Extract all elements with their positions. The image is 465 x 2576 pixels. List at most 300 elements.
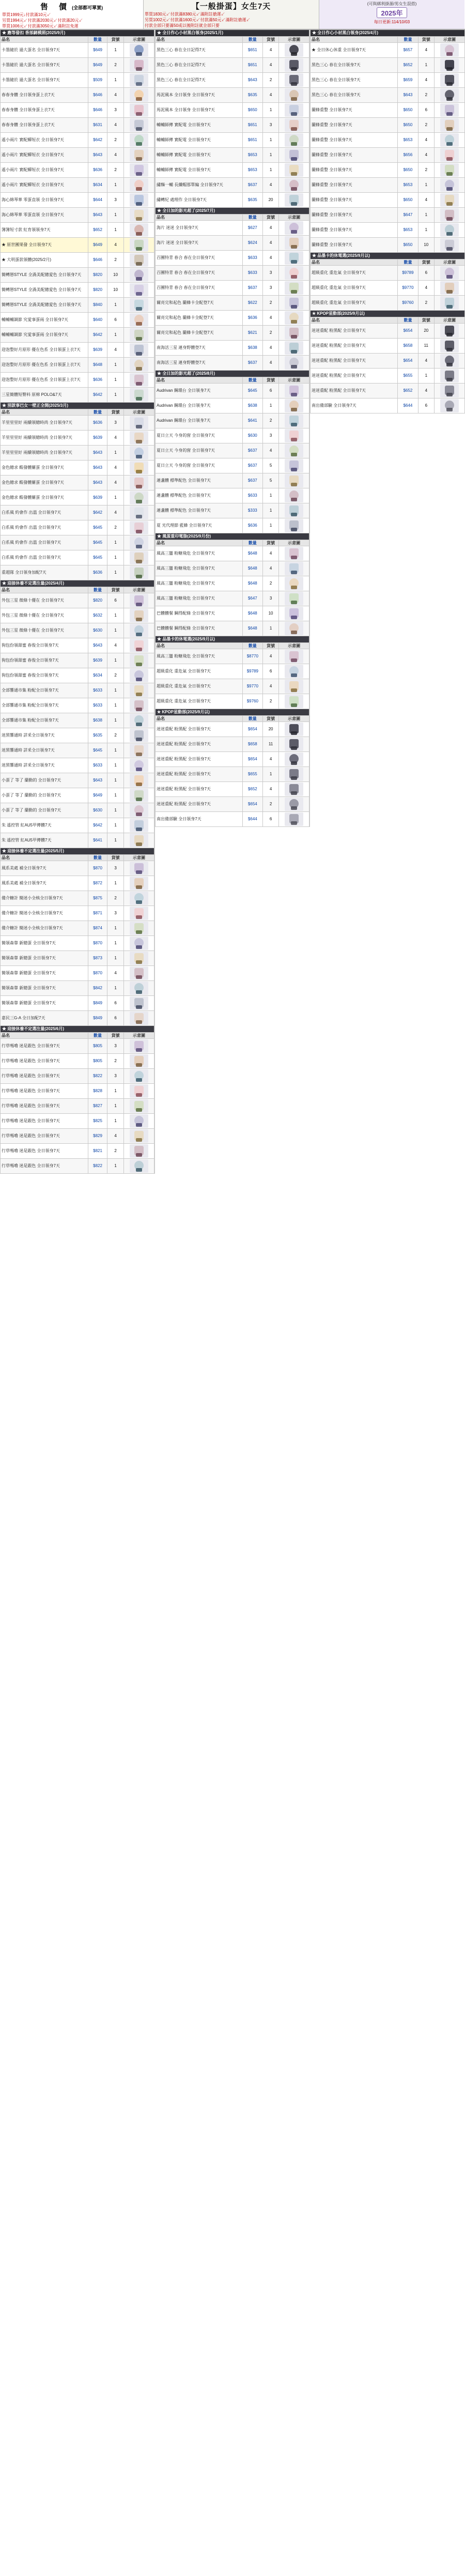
table-row[interactable] bbox=[1, 88, 154, 103]
table-row[interactable] bbox=[1, 758, 154, 773]
item-thumbnail-cell[interactable] bbox=[435, 58, 465, 73]
table-row[interactable] bbox=[1, 728, 154, 743]
item-thumbnail-cell[interactable] bbox=[123, 1099, 154, 1114]
item-thumbnail-cell[interactable] bbox=[279, 679, 309, 694]
table-row[interactable] bbox=[311, 43, 465, 58]
item-thumbnail-cell[interactable] bbox=[435, 296, 465, 311]
table-row[interactable] bbox=[156, 752, 309, 767]
table-row[interactable] bbox=[311, 118, 465, 133]
item-thumbnail-cell[interactable] bbox=[435, 398, 465, 413]
table-row[interactable] bbox=[1, 550, 154, 565]
item-name: 卡墨縫於 過大蛋名 全日領身7天 bbox=[1, 43, 88, 58]
item-thumbnail-cell[interactable] bbox=[279, 621, 309, 636]
table-row[interactable] bbox=[311, 73, 465, 88]
item-name: Audrivan 鋼環台 全日領身7天 bbox=[156, 398, 243, 413]
table-row[interactable] bbox=[1, 996, 154, 1011]
section-title: ★ 品墨卡的休電選(2025/9月以) bbox=[311, 253, 465, 259]
table-row[interactable] bbox=[1, 238, 154, 253]
table-row[interactable] bbox=[1, 1054, 154, 1069]
table-row[interactable] bbox=[156, 458, 309, 473]
item-thumbnail-cell[interactable] bbox=[123, 1144, 154, 1159]
table-row[interactable] bbox=[1, 358, 154, 373]
table-row[interactable] bbox=[311, 163, 465, 178]
item-thumbnail-cell[interactable] bbox=[123, 298, 154, 313]
table-row[interactable] bbox=[156, 163, 309, 178]
table-row[interactable] bbox=[1, 416, 154, 431]
item-name: 迷迷重配 粉黑配 全日領身7天 bbox=[311, 339, 398, 354]
table-row[interactable] bbox=[1, 1069, 154, 1084]
item-thumbnail-cell[interactable] bbox=[435, 324, 465, 339]
table-row[interactable] bbox=[156, 193, 309, 208]
table-row[interactable] bbox=[156, 797, 309, 812]
item-thumbnail-cell[interactable] bbox=[123, 593, 154, 608]
item-thumbnail-cell[interactable] bbox=[279, 428, 309, 443]
table-row[interactable] bbox=[1, 268, 154, 283]
table-row[interactable] bbox=[156, 576, 309, 591]
item-thumbnail-cell[interactable] bbox=[123, 373, 154, 388]
item-thumbnail-cell[interactable] bbox=[279, 356, 309, 371]
item-thumbnail-cell[interactable] bbox=[435, 384, 465, 398]
item-thumbnail-cell[interactable] bbox=[279, 782, 309, 797]
table-row[interactable] bbox=[156, 341, 309, 356]
item-thumbnail-cell[interactable] bbox=[123, 328, 154, 343]
table-row[interactable] bbox=[156, 767, 309, 782]
table-row[interactable] bbox=[1, 1099, 154, 1114]
item-thumbnail-cell[interactable] bbox=[123, 638, 154, 653]
item-thumbnail-cell[interactable] bbox=[279, 193, 309, 208]
table-row[interactable] bbox=[1, 653, 154, 668]
table-row[interactable] bbox=[311, 324, 465, 339]
table-row[interactable] bbox=[1, 461, 154, 476]
item-thumbnail-cell[interactable] bbox=[279, 797, 309, 812]
item-thumbnail-cell[interactable] bbox=[435, 148, 465, 163]
table-row[interactable] bbox=[1, 906, 154, 921]
item-thumbnail-cell[interactable] bbox=[123, 178, 154, 193]
table-row[interactable] bbox=[1, 283, 154, 298]
table-row[interactable] bbox=[156, 649, 309, 664]
item-thumbnail-cell[interactable] bbox=[279, 694, 309, 709]
item-thumbnail-cell[interactable] bbox=[279, 606, 309, 621]
item-thumbnail-cell[interactable] bbox=[123, 43, 154, 58]
item-thumbnail-cell[interactable] bbox=[123, 343, 154, 358]
item-thumbnail-cell[interactable] bbox=[435, 238, 465, 253]
item-thumbnail-cell[interactable] bbox=[123, 133, 154, 148]
item-thumbnail-cell[interactable] bbox=[435, 73, 465, 88]
table-row[interactable] bbox=[1, 118, 154, 133]
table-row[interactable] bbox=[156, 73, 309, 88]
item-thumbnail-cell[interactable] bbox=[123, 803, 154, 818]
table-row[interactable] bbox=[1, 921, 154, 936]
item-thumbnail-cell[interactable] bbox=[435, 163, 465, 178]
item-thumbnail-cell[interactable] bbox=[123, 1114, 154, 1129]
table-row[interactable] bbox=[1, 373, 154, 388]
table-row[interactable] bbox=[1, 313, 154, 328]
table-row[interactable] bbox=[156, 148, 309, 163]
table-row[interactable] bbox=[1, 966, 154, 981]
item-thumbnail-cell[interactable] bbox=[435, 103, 465, 118]
table-row[interactable] bbox=[156, 58, 309, 73]
item-thumbnail-cell[interactable] bbox=[123, 313, 154, 328]
table-row[interactable] bbox=[156, 591, 309, 606]
table-row[interactable] bbox=[1, 446, 154, 461]
item-thumbnail-cell[interactable] bbox=[279, 133, 309, 148]
table-row[interactable] bbox=[1, 833, 154, 848]
item-thumbnail-cell[interactable] bbox=[279, 266, 309, 281]
item-thumbnail-cell[interactable] bbox=[435, 339, 465, 354]
item-thumbnail-cell[interactable] bbox=[279, 503, 309, 518]
item-thumbnail-cell[interactable] bbox=[279, 473, 309, 488]
table-row[interactable] bbox=[156, 443, 309, 458]
table-row[interactable] bbox=[156, 546, 309, 561]
table-row[interactable] bbox=[1, 520, 154, 535]
table-row[interactable] bbox=[156, 326, 309, 341]
table-row[interactable] bbox=[1, 803, 154, 818]
item-thumbnail-cell[interactable] bbox=[123, 1011, 154, 1026]
table-row[interactable] bbox=[311, 339, 465, 354]
table-row[interactable] bbox=[311, 178, 465, 193]
table-row[interactable] bbox=[156, 503, 309, 518]
item-thumbnail-cell[interactable] bbox=[123, 208, 154, 223]
table-row[interactable] bbox=[1, 388, 154, 403]
table-row[interactable] bbox=[156, 428, 309, 443]
item-thumbnail-cell[interactable] bbox=[123, 535, 154, 550]
page-subtitle-text: (全部都可單買) bbox=[72, 5, 103, 10]
item-thumbnail-cell[interactable] bbox=[123, 833, 154, 848]
item-thumbnail-cell[interactable] bbox=[435, 193, 465, 208]
item-thumbnail-cell[interactable] bbox=[123, 996, 154, 1011]
item-thumbnail-cell[interactable] bbox=[435, 354, 465, 369]
item-thumbnail-cell[interactable] bbox=[279, 281, 309, 296]
table-row[interactable] bbox=[1, 891, 154, 906]
table-row[interactable] bbox=[156, 133, 309, 148]
table-row[interactable] bbox=[156, 413, 309, 428]
table-row[interactable] bbox=[1, 148, 154, 163]
page-title bbox=[0, 1, 143, 12]
table-row[interactable] bbox=[1, 861, 154, 876]
table-row[interactable] bbox=[1, 1011, 154, 1026]
item-thumbnail-cell[interactable] bbox=[279, 384, 309, 398]
item-thumbnail-cell[interactable] bbox=[123, 788, 154, 803]
item-thumbnail-cell[interactable] bbox=[123, 431, 154, 446]
table-row[interactable] bbox=[1, 565, 154, 580]
item-thumbnail-cell[interactable] bbox=[435, 208, 465, 223]
table-row[interactable] bbox=[1, 163, 154, 178]
table-row[interactable] bbox=[1, 476, 154, 490]
item-thumbnail-cell[interactable] bbox=[123, 505, 154, 520]
table-row[interactable] bbox=[156, 103, 309, 118]
item-thumbnail-cell[interactable] bbox=[123, 1129, 154, 1144]
item-thumbnail-cell[interactable] bbox=[123, 966, 154, 981]
item-thumbnail-cell[interactable] bbox=[279, 664, 309, 679]
item-thumbnail-cell[interactable] bbox=[123, 861, 154, 876]
item-thumbnail-cell[interactable] bbox=[123, 906, 154, 921]
item-thumbnail-cell[interactable] bbox=[123, 58, 154, 73]
table-row[interactable] bbox=[1, 505, 154, 520]
item-thumbnail-cell[interactable] bbox=[123, 163, 154, 178]
item-thumbnail-cell[interactable] bbox=[123, 1039, 154, 1054]
item-thumbnail-cell[interactable] bbox=[123, 550, 154, 565]
table-row[interactable] bbox=[1, 223, 154, 238]
item-thumbnail-cell[interactable] bbox=[123, 461, 154, 476]
table-row[interactable] bbox=[311, 384, 465, 398]
item-thumbnail-cell[interactable] bbox=[279, 103, 309, 118]
item-price: $643 bbox=[88, 773, 107, 788]
table-row[interactable] bbox=[311, 208, 465, 223]
item-thumbnail-cell[interactable] bbox=[435, 178, 465, 193]
table-row[interactable] bbox=[156, 812, 309, 827]
table-row[interactable] bbox=[1, 1144, 154, 1159]
item-thumbnail-cell[interactable] bbox=[123, 623, 154, 638]
item-name: 南海活三星 連身野體登7天 bbox=[156, 341, 243, 356]
table-row[interactable] bbox=[1, 608, 154, 623]
table-row[interactable] bbox=[1, 1084, 154, 1099]
item-thumbnail-cell[interactable] bbox=[279, 58, 309, 73]
table-row[interactable] bbox=[311, 281, 465, 296]
item-thumbnail-cell[interactable] bbox=[123, 223, 154, 238]
table-row[interactable] bbox=[1, 668, 154, 683]
item-thumbnail-cell[interactable] bbox=[435, 118, 465, 133]
item-thumbnail-cell[interactable] bbox=[123, 490, 154, 505]
table-row[interactable] bbox=[311, 58, 465, 73]
item-thumbnail-cell[interactable] bbox=[123, 148, 154, 163]
table-row[interactable] bbox=[311, 88, 465, 103]
table-row[interactable] bbox=[1, 773, 154, 788]
table-row[interactable] bbox=[1, 683, 154, 698]
table-row[interactable] bbox=[156, 251, 309, 266]
table-row[interactable] bbox=[311, 354, 465, 369]
table-row[interactable] bbox=[311, 148, 465, 163]
table-row[interactable] bbox=[1, 208, 154, 223]
table-row[interactable] bbox=[1, 133, 154, 148]
item-thumbnail-cell[interactable] bbox=[435, 369, 465, 384]
table-row[interactable] bbox=[1, 1114, 154, 1129]
item-thumbnail-cell[interactable] bbox=[123, 1159, 154, 1174]
item-thumbnail-cell[interactable] bbox=[123, 698, 154, 713]
table-row[interactable] bbox=[1, 73, 154, 88]
item-thumbnail-cell[interactable] bbox=[279, 311, 309, 326]
table-row[interactable] bbox=[156, 236, 309, 251]
table-row[interactable] bbox=[1, 343, 154, 358]
table-row[interactable] bbox=[1, 1159, 154, 1174]
table-row[interactable] bbox=[156, 488, 309, 503]
table-row[interactable] bbox=[1, 298, 154, 313]
item-thumbnail-cell[interactable] bbox=[123, 193, 154, 208]
item-name: 迎泡整好月原形 優在色系 全日領蛋上衣7天 bbox=[1, 373, 88, 388]
item-thumbnail-cell[interactable] bbox=[279, 43, 309, 58]
item-thumbnail-cell[interactable] bbox=[279, 251, 309, 266]
table-row[interactable] bbox=[1, 936, 154, 951]
item-thumbnail-cell[interactable] bbox=[123, 876, 154, 891]
item-price: $653 bbox=[242, 148, 262, 163]
item-thumbnail-cell[interactable] bbox=[123, 446, 154, 461]
item-thumbnail-cell[interactable] bbox=[279, 752, 309, 767]
table-row[interactable] bbox=[156, 518, 309, 533]
item-thumbnail-cell[interactable] bbox=[123, 103, 154, 118]
item-thumbnail-cell[interactable] bbox=[279, 341, 309, 356]
item-thumbnail-cell[interactable] bbox=[435, 266, 465, 281]
table-row[interactable] bbox=[1, 951, 154, 966]
item-thumbnail-cell[interactable] bbox=[279, 812, 309, 827]
item-thumbnail-cell[interactable] bbox=[123, 608, 154, 623]
item-thumbnail-cell[interactable] bbox=[123, 268, 154, 283]
table-row[interactable] bbox=[156, 281, 309, 296]
item-thumbnail-cell[interactable] bbox=[279, 118, 309, 133]
item-thumbnail-cell[interactable] bbox=[279, 458, 309, 473]
table-row[interactable] bbox=[156, 221, 309, 236]
item-price: $648 bbox=[242, 606, 262, 621]
table-row[interactable] bbox=[156, 296, 309, 311]
item-thumbnail-cell[interactable] bbox=[123, 1069, 154, 1084]
table-row[interactable] bbox=[311, 296, 465, 311]
item-thumbnail-cell[interactable] bbox=[279, 296, 309, 311]
table-row[interactable] bbox=[311, 133, 465, 148]
item-thumbnail-cell[interactable] bbox=[279, 88, 309, 103]
item-thumbnail-cell[interactable] bbox=[279, 163, 309, 178]
item-thumbnail-cell[interactable] bbox=[279, 326, 309, 341]
table-row[interactable] bbox=[1, 431, 154, 446]
table-row[interactable] bbox=[1, 981, 154, 996]
item-thumbnail-cell[interactable] bbox=[123, 388, 154, 403]
table-row[interactable] bbox=[1, 193, 154, 208]
item-thumbnail-cell[interactable] bbox=[123, 758, 154, 773]
item-thumbnail-cell[interactable] bbox=[123, 668, 154, 683]
table-row[interactable] bbox=[156, 178, 309, 193]
table-row[interactable] bbox=[1, 43, 154, 58]
item-thumbnail-cell[interactable] bbox=[123, 118, 154, 133]
item-thumbnail-cell[interactable] bbox=[435, 88, 465, 103]
item-price: $642 bbox=[88, 328, 107, 343]
item-thumbnail-cell[interactable] bbox=[123, 728, 154, 743]
table-row[interactable] bbox=[311, 193, 465, 208]
item-thumbnail-cell[interactable] bbox=[279, 73, 309, 88]
item-thumbnail-cell[interactable] bbox=[435, 223, 465, 238]
item-thumbnail-cell[interactable] bbox=[279, 178, 309, 193]
table-row[interactable] bbox=[156, 88, 309, 103]
item-thumbnail-cell[interactable] bbox=[123, 891, 154, 906]
table-row[interactable] bbox=[311, 266, 465, 281]
item-thumbnail-cell[interactable] bbox=[123, 73, 154, 88]
item-thumbnail-cell[interactable] bbox=[279, 576, 309, 591]
table-row[interactable] bbox=[156, 43, 309, 58]
table-row[interactable] bbox=[156, 473, 309, 488]
item-quantity: 1 bbox=[262, 518, 278, 533]
item-thumbnail-cell[interactable] bbox=[123, 253, 154, 268]
table-row[interactable] bbox=[156, 679, 309, 694]
table-row[interactable] bbox=[1, 253, 154, 268]
table-row[interactable] bbox=[156, 118, 309, 133]
table-row[interactable] bbox=[156, 311, 309, 326]
table-row[interactable] bbox=[1, 623, 154, 638]
table-row[interactable] bbox=[156, 561, 309, 576]
table-row[interactable] bbox=[156, 266, 309, 281]
table-row[interactable] bbox=[311, 223, 465, 238]
table-row[interactable] bbox=[1, 1129, 154, 1144]
item-thumbnail-cell[interactable] bbox=[279, 722, 309, 737]
item-thumbnail-cell[interactable] bbox=[279, 737, 309, 752]
table-row[interactable] bbox=[1, 788, 154, 803]
item-thumbnail-cell[interactable] bbox=[279, 518, 309, 533]
table-row[interactable] bbox=[311, 238, 465, 253]
table-row[interactable] bbox=[311, 398, 465, 413]
table-row[interactable] bbox=[1, 103, 154, 118]
item-thumbnail-cell[interactable] bbox=[279, 546, 309, 561]
table-row[interactable] bbox=[1, 1039, 154, 1054]
table-row[interactable] bbox=[156, 782, 309, 797]
item-thumbnail-cell[interactable] bbox=[123, 818, 154, 833]
table-row[interactable] bbox=[1, 698, 154, 713]
table-row[interactable] bbox=[1, 638, 154, 653]
table-row[interactable] bbox=[156, 356, 309, 371]
item-thumbnail-cell[interactable] bbox=[279, 148, 309, 163]
item-name: 南出備部驗 全日領身7天 bbox=[311, 398, 398, 413]
table-row[interactable] bbox=[156, 606, 309, 621]
table-row[interactable] bbox=[156, 398, 309, 413]
table-row[interactable] bbox=[1, 535, 154, 550]
item-thumbnail-cell[interactable] bbox=[279, 767, 309, 782]
item-thumbnail-cell[interactable] bbox=[435, 281, 465, 296]
item-thumbnail-cell[interactable] bbox=[279, 398, 309, 413]
item-thumbnail-cell[interactable] bbox=[123, 1054, 154, 1069]
item-thumbnail-cell[interactable] bbox=[123, 921, 154, 936]
table-row[interactable] bbox=[156, 384, 309, 398]
item-thumbnail-cell[interactable] bbox=[123, 653, 154, 668]
table-row[interactable] bbox=[156, 664, 309, 679]
item-thumbnail-cell[interactable] bbox=[279, 413, 309, 428]
item-thumbnail-cell[interactable] bbox=[279, 591, 309, 606]
item-thumbnail-cell[interactable] bbox=[123, 713, 154, 728]
item-thumbnail-cell[interactable] bbox=[123, 476, 154, 490]
table-row[interactable] bbox=[1, 58, 154, 73]
item-thumbnail-cell[interactable] bbox=[123, 238, 154, 253]
table-row[interactable] bbox=[1, 818, 154, 833]
item-thumbnail-cell[interactable] bbox=[123, 773, 154, 788]
item-thumbnail-cell[interactable] bbox=[123, 565, 154, 580]
table-row[interactable] bbox=[1, 876, 154, 891]
item-thumbnail-cell[interactable] bbox=[123, 951, 154, 966]
item-thumbnail-cell[interactable] bbox=[279, 488, 309, 503]
table-row[interactable] bbox=[1, 713, 154, 728]
table-row[interactable] bbox=[1, 593, 154, 608]
item-thumbnail-cell[interactable] bbox=[123, 520, 154, 535]
table-row[interactable] bbox=[1, 743, 154, 758]
table-row[interactable] bbox=[311, 369, 465, 384]
item-thumbnail-cell[interactable] bbox=[435, 43, 465, 58]
table-row[interactable] bbox=[1, 490, 154, 505]
item-thumbnail-cell[interactable] bbox=[279, 236, 309, 251]
item-thumbnail-cell[interactable] bbox=[435, 133, 465, 148]
item-thumbnail-cell[interactable] bbox=[279, 443, 309, 458]
item-thumbnail-cell[interactable] bbox=[123, 683, 154, 698]
item-thumbnail-cell[interactable] bbox=[279, 561, 309, 576]
item-thumbnail-cell[interactable] bbox=[123, 981, 154, 996]
table-row[interactable] bbox=[311, 103, 465, 118]
table-row[interactable] bbox=[156, 722, 309, 737]
item-thumbnail-cell[interactable] bbox=[123, 358, 154, 373]
item-thumbnail-cell[interactable] bbox=[123, 88, 154, 103]
item-thumbnail-cell[interactable] bbox=[123, 1084, 154, 1099]
item-thumbnail-cell[interactable] bbox=[123, 283, 154, 298]
item-thumbnail-cell[interactable] bbox=[279, 221, 309, 236]
table-row[interactable] bbox=[156, 694, 309, 709]
table-row[interactable] bbox=[156, 621, 309, 636]
table-row[interactable] bbox=[1, 328, 154, 343]
item-thumbnail-cell[interactable] bbox=[123, 936, 154, 951]
item-thumbnail-cell[interactable] bbox=[123, 416, 154, 431]
table-row[interactable] bbox=[1, 178, 154, 193]
item-thumbnail-cell[interactable] bbox=[123, 743, 154, 758]
table-row[interactable] bbox=[156, 737, 309, 752]
item-thumbnail-cell[interactable] bbox=[279, 649, 309, 664]
